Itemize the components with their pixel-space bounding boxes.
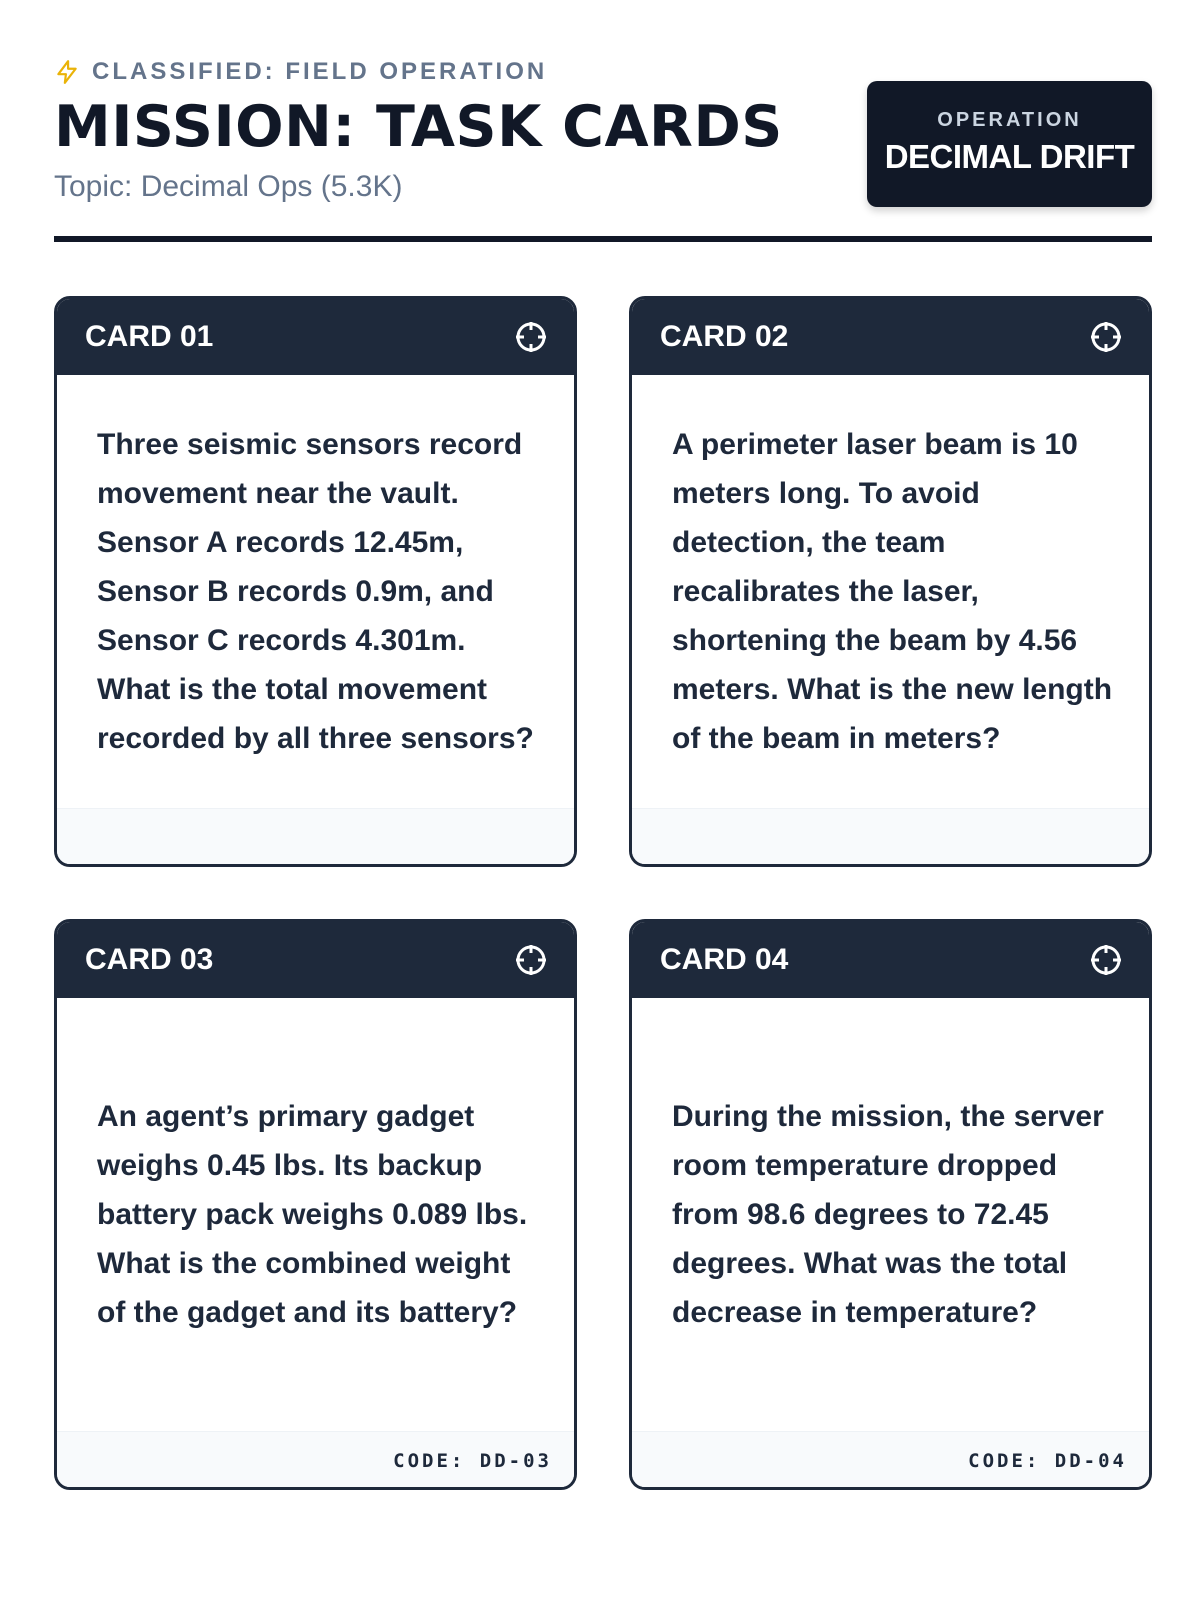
- card-footer: [57, 808, 574, 864]
- card-header: [57, 922, 574, 998]
- crosshair-icon: [1089, 320, 1123, 354]
- card-code: CODE: DD-03: [57, 1431, 574, 1487]
- card-label: CARD 01: [85, 320, 214, 353]
- crosshair-icon: [514, 320, 548, 354]
- card-code: CODE: DD-04: [632, 1431, 1149, 1487]
- topic-subtitle: Topic: Decimal Ops (5.3K): [54, 170, 403, 203]
- card-question: Three seismic sensors record movement near the vault. Sensor A records 12.45m, Sensor B records 0.9m, and Sensor C records 4.301m. What is the total movement recorded by all three sensors?: [97, 428, 534, 755]
- card-label: CARD 04: [660, 943, 789, 976]
- lightning-bolt-icon: [54, 59, 80, 85]
- crosshair-icon: [514, 943, 548, 977]
- crosshair-icon: [1089, 943, 1123, 977]
- operation-name: DECIMAL DRIFT: [884, 138, 1135, 175]
- card-footer: [632, 808, 1149, 864]
- card-header: [632, 299, 1149, 375]
- operation-badge: [867, 81, 1152, 207]
- card-label: CARD 02: [660, 320, 789, 353]
- header-divider: [54, 236, 1152, 242]
- task-card: [54, 919, 577, 1490]
- card-body: [632, 375, 1149, 808]
- card-header: [57, 299, 574, 375]
- operation-label: OPERATION: [937, 109, 1082, 131]
- task-card: [54, 296, 577, 867]
- task-card: [629, 296, 1152, 867]
- card-body: [57, 998, 574, 1431]
- card-label: CARD 03: [85, 943, 214, 976]
- card-body: [632, 998, 1149, 1431]
- classification-label: CLASSIFIED: FIELD OPERATION: [92, 58, 548, 85]
- classification-line: [54, 58, 547, 86]
- page-title: MISSION: TASK CARDS: [54, 94, 783, 160]
- page-header: [54, 54, 1152, 242]
- card-header: [632, 922, 1149, 998]
- card-question: During the mission, the server room temperature dropped from 98.6 degrees to 72.45 degrees. What was the total decrease in temperature?: [672, 1100, 1104, 1329]
- card-question: An agent’s primary gadget weighs 0.45 lbs. Its backup battery pack weighs 0.089 lbs. What is the combined weight of the gadget and its battery?: [97, 1100, 528, 1329]
- card-body: [57, 375, 574, 808]
- task-card: [629, 919, 1152, 1490]
- card-question: A perimeter laser beam is 10 meters long. To avoid detection, the team recalibrates the laser, shortening the beam by 4.56 meters. What is the new length of the beam in meters?: [672, 428, 1113, 755]
